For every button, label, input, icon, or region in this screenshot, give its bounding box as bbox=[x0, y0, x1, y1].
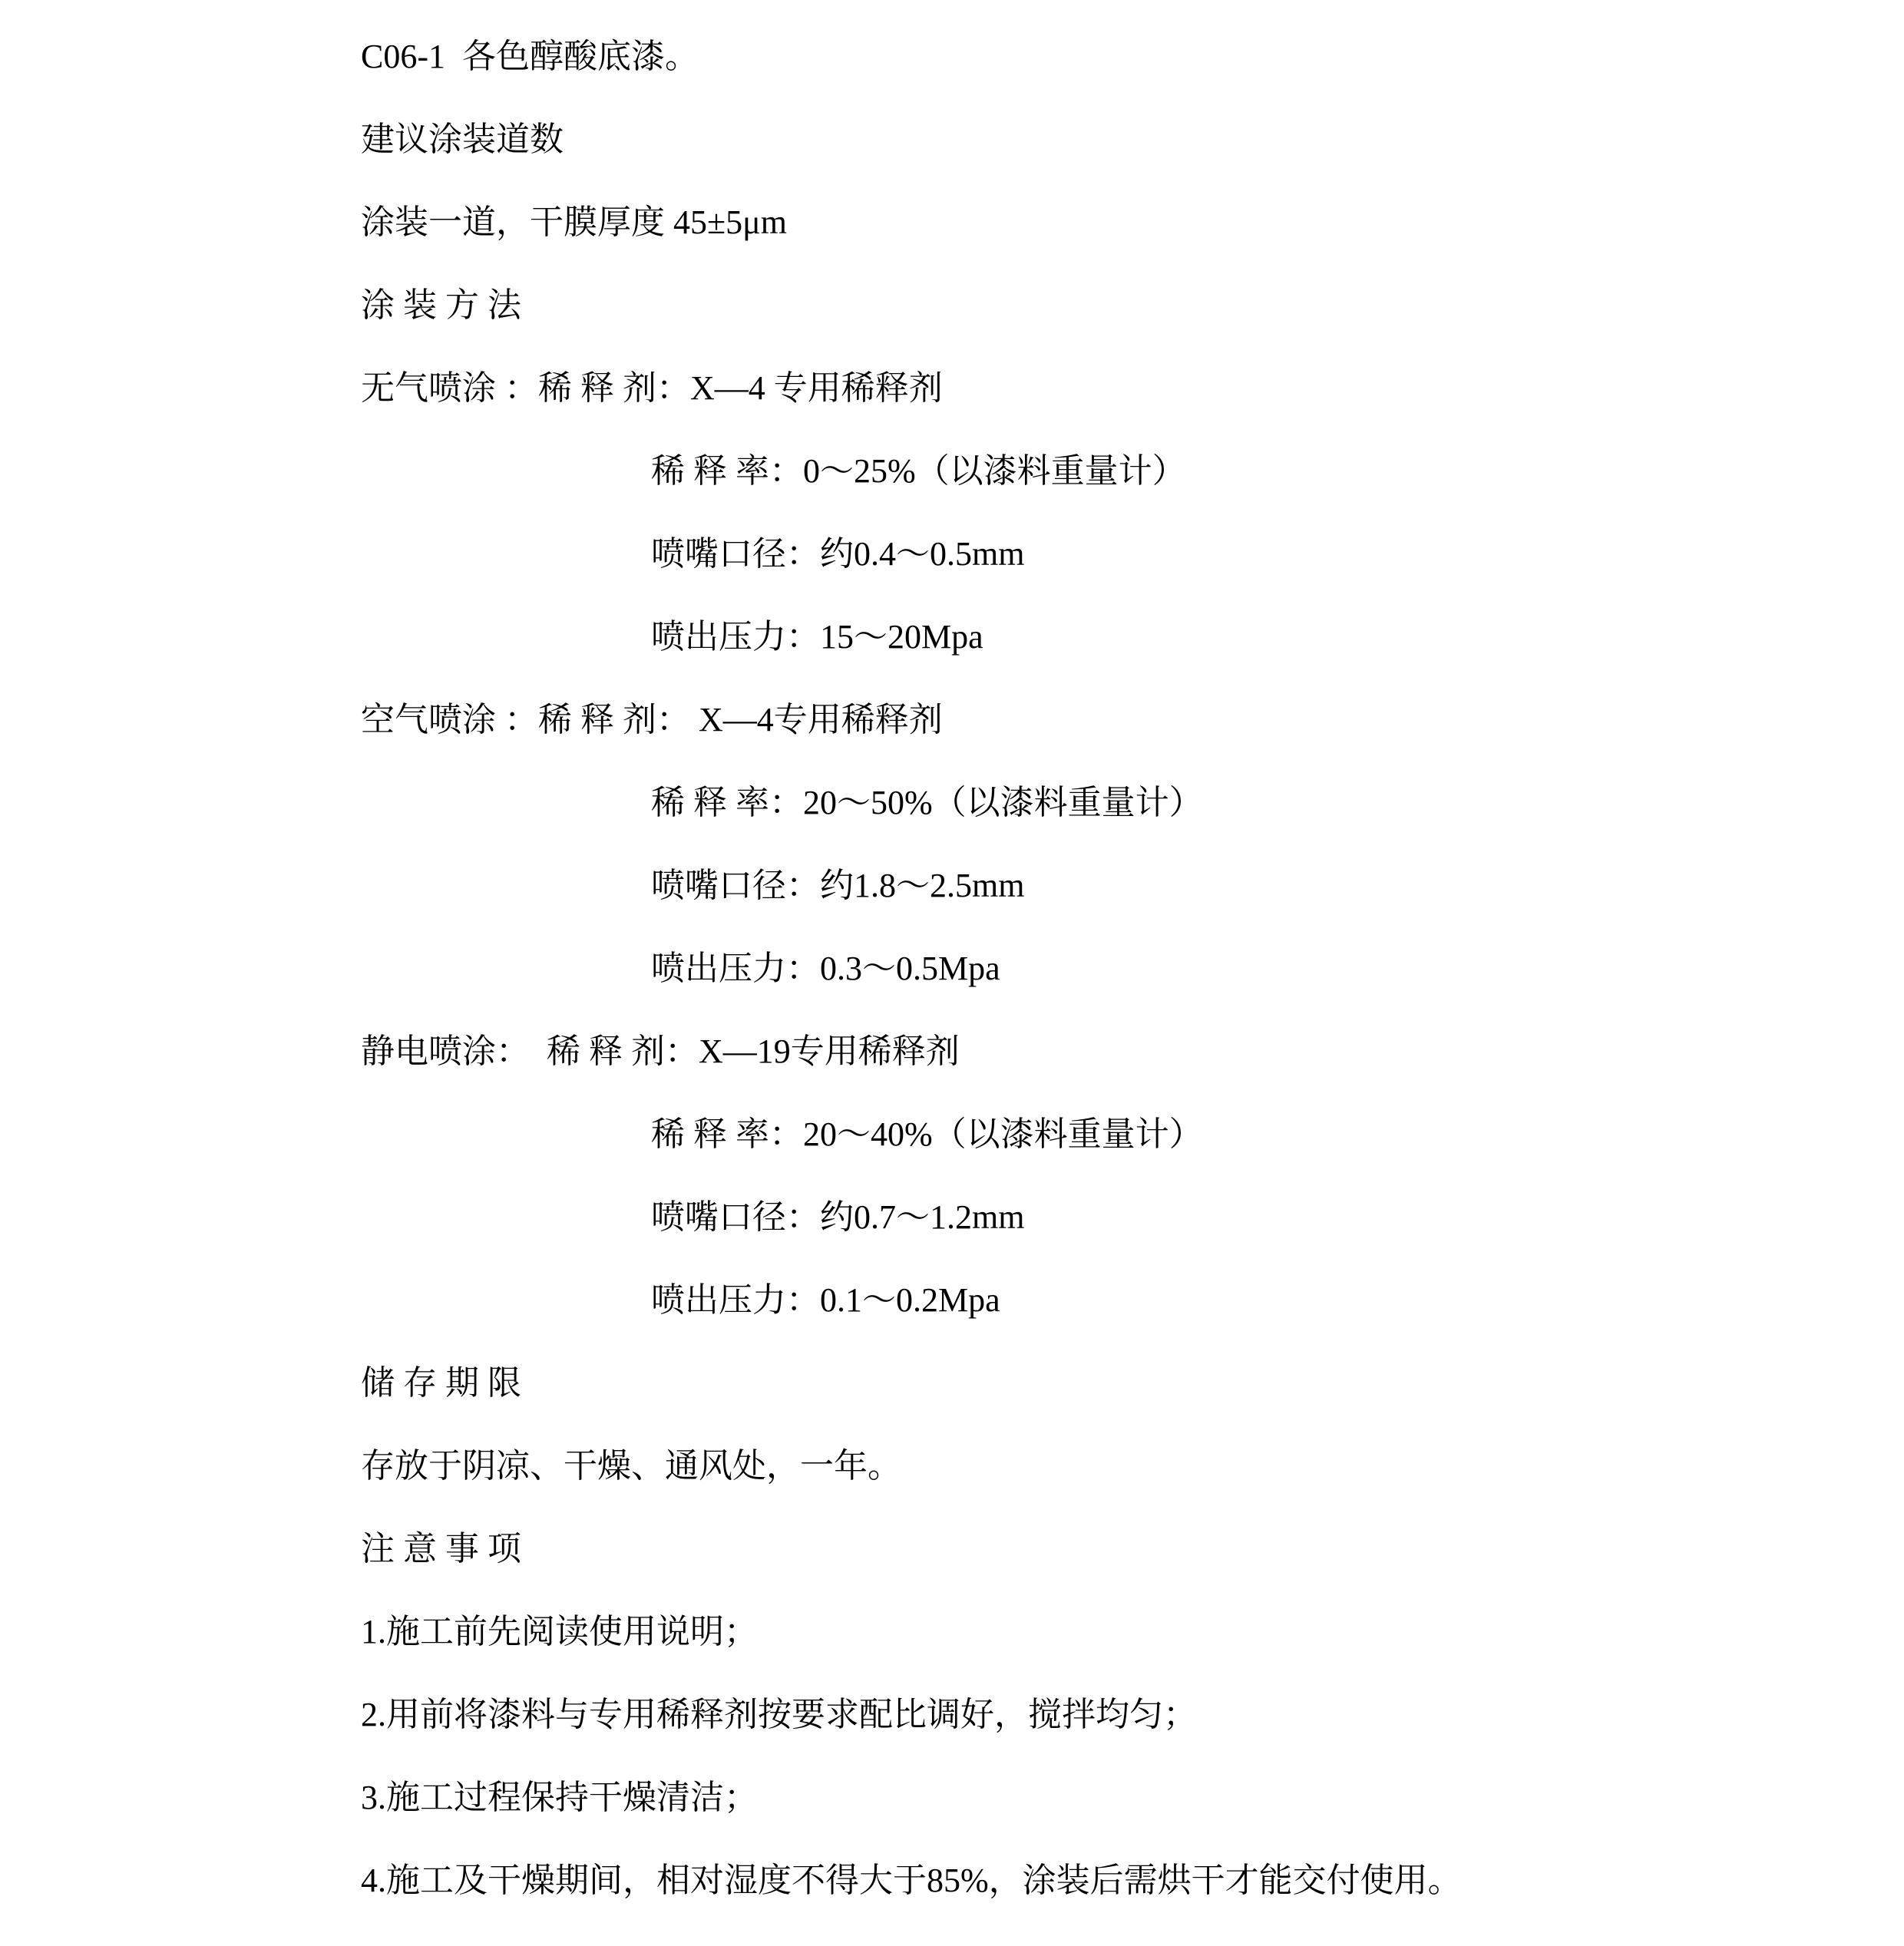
airless-spray-pressure: 喷出压力：15～20Mpa bbox=[651, 618, 983, 656]
storage-detail: 存放于阴凉、干燥、通风处，一年。 bbox=[361, 1447, 901, 1485]
air-dilution-rate: 稀 释 率：20～50%（以漆料重量计） bbox=[651, 784, 1203, 821]
application-method-heading: 涂 装 方 法 bbox=[361, 286, 521, 324]
note-item-1: 1.施工前先阅读使用说明； bbox=[361, 1613, 758, 1650]
notes-heading: 注 意 事 项 bbox=[361, 1530, 521, 1568]
note-item-4: 4.施工及干燥期间，相对湿度不得大于85%，涂装后需烘干才能交付使用。 bbox=[361, 1862, 1462, 1899]
electrostatic-nozzle-diameter: 喷嘴口径：约0.7～1.2mm bbox=[651, 1198, 1025, 1236]
airless-spray-title: 无气喷涂 ：稀 释 剂：X—4 专用稀释剂 bbox=[361, 369, 943, 407]
recommended-coats-detail: 涂装一道，干膜厚度 45±5μm bbox=[361, 203, 787, 241]
electrostatic-spray-pressure: 喷出压力：0.1～0.2Mpa bbox=[651, 1281, 1000, 1319]
air-spray-pressure: 喷出压力：0.3～0.5Mpa bbox=[651, 950, 1000, 987]
recommended-coats-heading: 建议涂装道数 bbox=[361, 121, 564, 158]
note-item-2: 2.用前将漆料与专用稀释剂按要求配比调好，搅拌均匀； bbox=[361, 1696, 1197, 1733]
air-spray-title: 空气喷涂 ：稀 释 剂： X—4专用稀释剂 bbox=[361, 701, 943, 738]
electrostatic-dilution-rate: 稀 释 率：20～40%（以漆料重量计） bbox=[651, 1115, 1203, 1153]
electrostatic-spray-title: 静电喷涂： 稀 释 剂：X—19专用稀释剂 bbox=[361, 1032, 960, 1070]
air-nozzle-diameter: 喷嘴口径：约1.8～2.5mm bbox=[651, 867, 1025, 904]
note-item-3: 3.施工过程保持干燥清洁； bbox=[361, 1779, 758, 1816]
product-line: C06-1 各色醇酸底漆。 bbox=[361, 38, 699, 75]
storage-heading: 储 存 期 限 bbox=[361, 1364, 521, 1402]
airless-dilution-rate: 稀 释 率：0～25%（以漆料重量计） bbox=[651, 452, 1186, 490]
airless-nozzle-diameter: 喷嘴口径：约0.4～0.5mm bbox=[651, 535, 1025, 573]
